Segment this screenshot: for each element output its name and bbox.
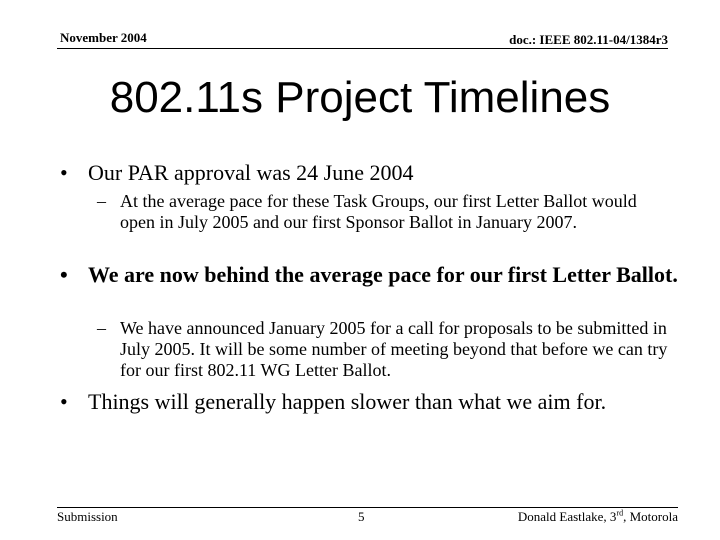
bullet-1 (60, 160, 680, 186)
bullet-1-text: Our PAR approval was 24 June 2004 (88, 160, 414, 185)
sub-bullet-2-marker: – (97, 318, 106, 338)
footer-page-number: 5 (358, 509, 365, 524)
footer-author-name: Donald Eastlake, 3 (517, 509, 617, 524)
sub-bullet-2-text: We have announced January 2005 for a call for proposals to be submitted in July 2005. It will be some number of meeting beyond that before we can try for our first 802.11 WG Letter Ballot. (120, 318, 668, 380)
bullet-3-marker: • (60, 389, 68, 414)
footer-submission: Submission (57, 509, 118, 524)
footer-author-org: , Motorola (623, 509, 678, 524)
sub-bullet-1-text: At the average pace for these Task Groups, our first Letter Ballot would open in July 2005 and our first Sponsor Ballot in January 2007. (120, 191, 637, 232)
footer-author-sup: rd (616, 508, 624, 518)
header-date: November 2004 (60, 30, 147, 45)
bullet-1-marker: • (60, 160, 68, 185)
bullet-3-text: Things will generally happen slower than what we aim for. (88, 389, 607, 414)
slide-title: 802.11s Project Timelines (109, 73, 611, 122)
footer-rule (57, 507, 678, 508)
sub-bullet-1 (97, 191, 672, 233)
sub-bullet-2 (97, 318, 672, 381)
header-rule (57, 48, 668, 49)
header-doc-id: doc.: IEEE 802.11-04/1384r3 (509, 32, 668, 47)
footer-author (518, 509, 678, 525)
bullet-2-marker: • (60, 262, 68, 287)
bullet-2-text: We are now behind the average pace for our first Letter Ballot. (88, 262, 678, 287)
bullet-2 (60, 262, 680, 288)
sub-bullet-1-marker: – (97, 191, 106, 211)
bullet-3 (60, 389, 680, 415)
